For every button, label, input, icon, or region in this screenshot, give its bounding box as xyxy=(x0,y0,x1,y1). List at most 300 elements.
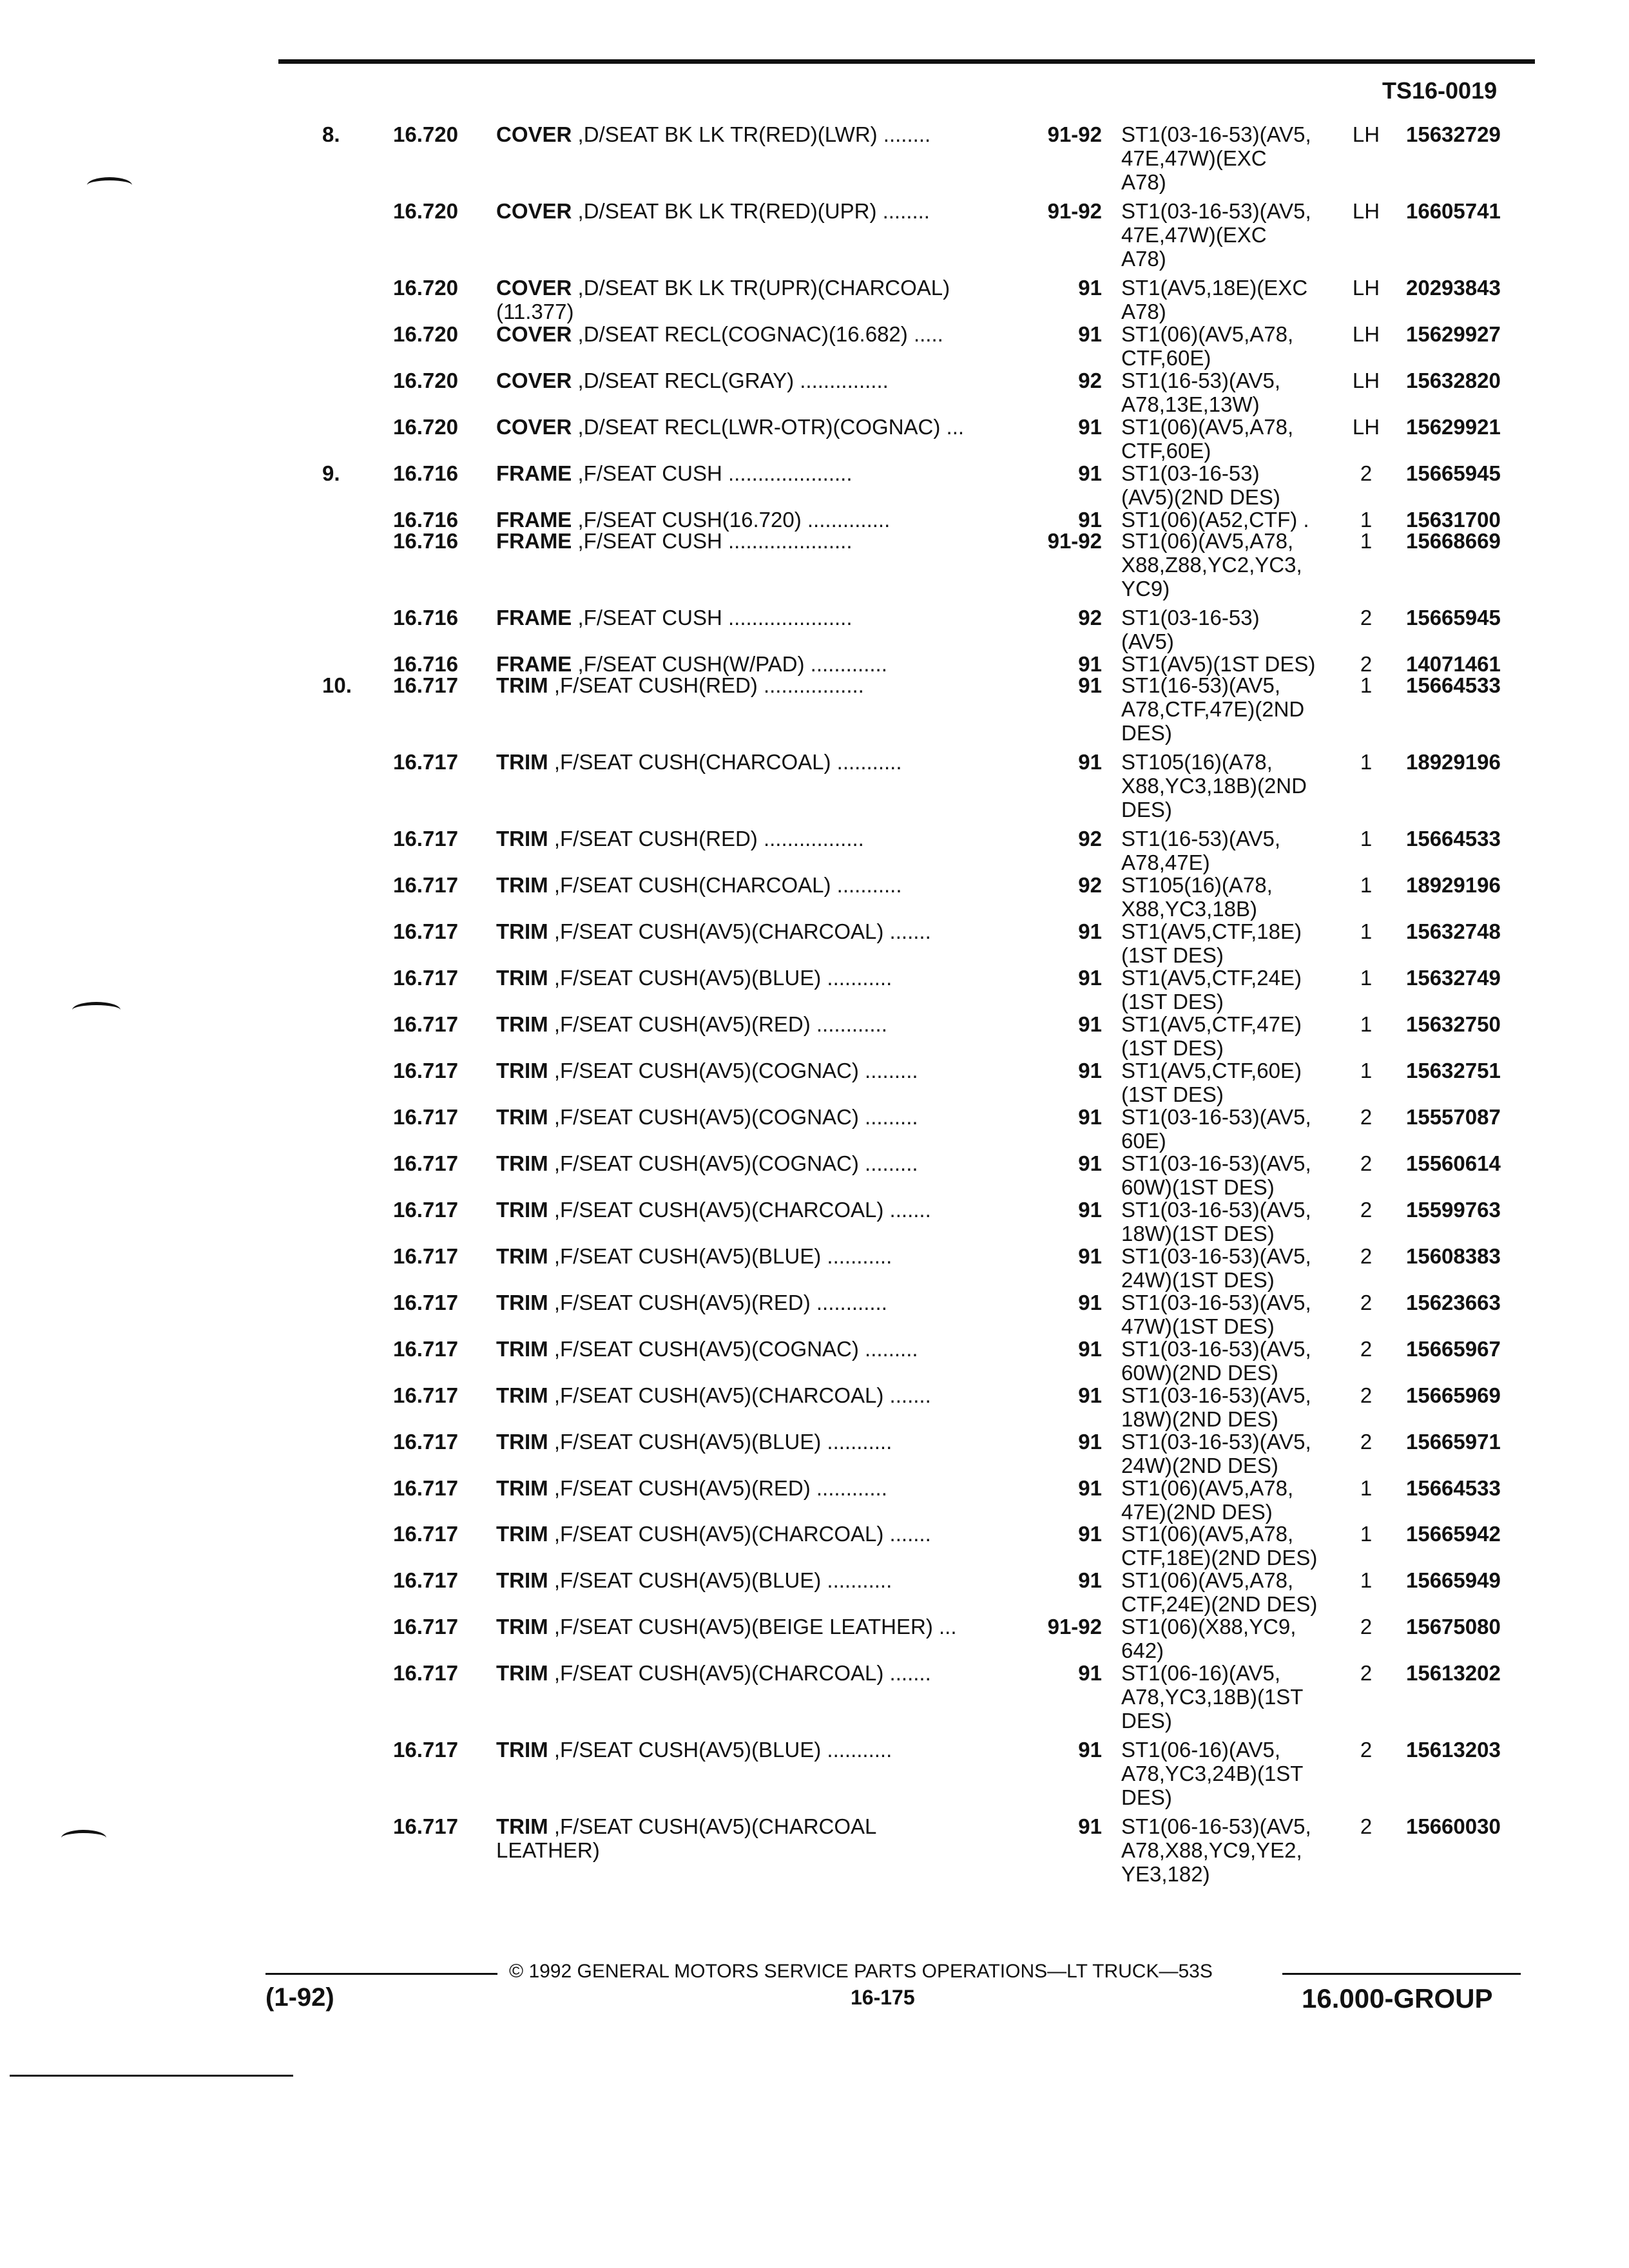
part-noun: TRIM xyxy=(496,1197,548,1222)
part-description xyxy=(496,919,1025,943)
model-year: 91 xyxy=(1078,651,1102,676)
part-number: 15665945 xyxy=(1406,605,1501,629)
part-number: 15665967 xyxy=(1406,1336,1501,1361)
part-number: 15675080 xyxy=(1406,1615,1501,1639)
model-year: 91 xyxy=(1078,1151,1102,1175)
part-noun: TRIM xyxy=(496,1151,548,1175)
model-year: 91 xyxy=(1078,1568,1102,1593)
part-noun: COVER xyxy=(496,198,572,223)
usage-code: ST1(03-16-53)(AV5, 47E,47W)(EXC A78) xyxy=(1121,122,1311,194)
part-row xyxy=(0,1476,1629,1524)
part-row xyxy=(0,1522,1629,1570)
part-description xyxy=(496,1430,1025,1454)
usage-code: ST1(16-53)(AV5, A78,13E,13W) xyxy=(1121,368,1280,416)
part-detail: ,F/SEAT CUSH(AV5)(CHARCOAL) ....... xyxy=(548,1383,931,1407)
model-year: 91 xyxy=(1078,1522,1102,1546)
part-detail: ,D/SEAT RECL(LWR-OTR)(COGNAC) ... xyxy=(572,414,965,439)
usage-code: ST1(AV5,CTF,18E) (1ST DES) xyxy=(1121,919,1302,967)
model-year: 91 xyxy=(1078,1290,1102,1314)
part-detail: ,F/SEAT CUSH(AV5)(CHARCOAL) ....... xyxy=(548,1522,931,1546)
quantity: LH xyxy=(1352,322,1380,346)
part-description xyxy=(496,606,1025,629)
model-year: 91 xyxy=(1078,1429,1102,1454)
part-number: 15557087 xyxy=(1406,1104,1501,1129)
usage-code: ST1(06)(AV5,A78, X88,Z88,YC2,YC3, YC9) xyxy=(1121,528,1302,601)
part-description xyxy=(496,1661,1025,1685)
part-noun: TRIM xyxy=(496,1429,548,1454)
part-noun: TRIM xyxy=(496,1058,548,1082)
quantity: LH xyxy=(1352,122,1380,146)
model-year: 91-92 xyxy=(1047,198,1102,223)
quantity: 1 xyxy=(1360,1058,1373,1082)
footer-rule-right xyxy=(1282,1973,1521,1975)
usage-code: ST1(06-16)(AV5, A78,YC3,24B)(1ST DES) xyxy=(1121,1738,1304,1810)
part-number: 15660030 xyxy=(1406,1814,1501,1839)
part-noun: FRAME xyxy=(496,461,572,485)
part-description xyxy=(496,1059,1025,1082)
part-description xyxy=(496,1105,1025,1129)
quantity: 2 xyxy=(1360,1336,1373,1361)
part-row xyxy=(0,827,1629,874)
quantity: 1 xyxy=(1360,1522,1373,1546)
part-description xyxy=(496,1291,1025,1314)
part-noun: FRAME xyxy=(496,651,572,676)
part-detail: ,F/SEAT CUSH(RED) ................. xyxy=(548,673,864,697)
part-number: 15668669 xyxy=(1406,528,1501,553)
usage-code: ST1(06)(AV5,A78, CTF,24E)(2ND DES) xyxy=(1121,1568,1318,1617)
part-description xyxy=(496,1012,1025,1036)
part-detail: ,F/SEAT CUSH ..................... xyxy=(572,528,853,553)
model-year: 92 xyxy=(1078,826,1102,850)
part-description xyxy=(496,1568,1025,1592)
model-year: 91 xyxy=(1078,507,1102,532)
part-noun: TRIM xyxy=(496,749,548,774)
part-noun: TRIM xyxy=(496,1738,548,1762)
part-noun: TRIM xyxy=(496,826,548,850)
part-row xyxy=(0,873,1629,921)
group-number: 16.717 xyxy=(393,1383,458,1407)
part-description xyxy=(496,529,1025,553)
part-description xyxy=(496,508,1025,532)
part-row xyxy=(0,652,1629,676)
group-number: 16.717 xyxy=(393,1104,458,1129)
part-description xyxy=(496,873,1025,897)
quantity: 1 xyxy=(1360,919,1373,943)
quantity: 2 xyxy=(1360,1738,1373,1762)
quantity: 2 xyxy=(1360,1814,1373,1839)
footer-date: (1-92) xyxy=(265,1983,334,2012)
quantity: 1 xyxy=(1360,749,1373,774)
part-number: 15632750 xyxy=(1406,1012,1501,1036)
part-row xyxy=(0,750,1629,822)
model-year: 91 xyxy=(1078,1197,1102,1222)
group-number: 16.720 xyxy=(393,275,458,300)
usage-code: ST1(03-16-53) (AV5)(2ND DES) xyxy=(1121,461,1280,509)
part-description xyxy=(496,652,1025,676)
usage-code: ST1(03-16-53)(AV5, 60W)(1ST DES) xyxy=(1121,1151,1311,1199)
part-noun: COVER xyxy=(496,322,572,346)
top-rule xyxy=(278,59,1535,64)
part-noun: TRIM xyxy=(496,1336,548,1361)
part-row xyxy=(0,1615,1629,1662)
group-number: 16.717 xyxy=(393,965,458,990)
quantity: 1 xyxy=(1360,872,1373,897)
part-description xyxy=(496,1383,1025,1407)
part-noun: TRIM xyxy=(496,1615,548,1639)
part-description xyxy=(496,750,1025,774)
part-number: 15632751 xyxy=(1406,1058,1501,1082)
usage-code: ST1(06)(AV5,A78, CTF,18E)(2ND DES) xyxy=(1121,1522,1318,1570)
model-year: 92 xyxy=(1078,605,1102,629)
usage-code: ST1(03-16-53) (AV5) xyxy=(1121,605,1260,653)
usage-code: ST1(03-16-53)(AV5, 47E,47W)(EXC A78) xyxy=(1121,198,1311,271)
part-row xyxy=(0,1383,1629,1431)
part-noun: TRIM xyxy=(496,1012,548,1036)
model-year: 92 xyxy=(1078,368,1102,392)
model-year: 92 xyxy=(1078,872,1102,897)
group-number: 16.720 xyxy=(393,322,458,346)
group-number: 16.717 xyxy=(393,1244,458,1268)
group-number: 16.717 xyxy=(393,1336,458,1361)
model-year: 91 xyxy=(1078,1814,1102,1839)
part-number: 15560614 xyxy=(1406,1151,1501,1175)
part-detail: ,F/SEAT CUSH ..................... xyxy=(572,461,853,485)
part-number: 14071461 xyxy=(1406,651,1501,676)
usage-code: ST105(16)(A78, X88,YC3,18B) xyxy=(1121,872,1273,921)
part-description xyxy=(496,1738,1025,1762)
part-detail: ,F/SEAT CUSH(AV5)(RED) ............ xyxy=(548,1475,887,1500)
model-year: 91 xyxy=(1078,1336,1102,1361)
part-number: 15608383 xyxy=(1406,1244,1501,1268)
quantity: 2 xyxy=(1360,461,1373,485)
part-row xyxy=(0,606,1629,653)
quantity: 2 xyxy=(1360,1244,1373,1268)
part-description xyxy=(496,1151,1025,1175)
group-number: 16.717 xyxy=(393,1661,458,1686)
part-number: 15664533 xyxy=(1406,673,1501,697)
part-number: 15613202 xyxy=(1406,1661,1501,1686)
part-number: 15632748 xyxy=(1406,919,1501,943)
part-row xyxy=(0,276,1629,323)
group-number: 16.716 xyxy=(393,507,458,532)
part-number: 15631700 xyxy=(1406,507,1501,532)
part-row xyxy=(0,322,1629,370)
part-detail: ,F/SEAT CUSH(CHARCOAL) ........... xyxy=(548,872,902,897)
part-detail: ,F/SEAT CUSH(AV5)(COGNAC) ......... xyxy=(548,1058,918,1082)
quantity: 2 xyxy=(1360,1197,1373,1222)
group-number: 16.720 xyxy=(393,368,458,392)
group-number: 16.717 xyxy=(393,872,458,897)
part-noun: TRIM xyxy=(496,1814,548,1839)
part-description xyxy=(496,966,1025,990)
usage-code: ST1(16-53)(AV5, A78,47E) xyxy=(1121,826,1280,874)
part-noun: TRIM xyxy=(496,1522,548,1546)
quantity: 1 xyxy=(1360,528,1373,553)
quantity: 1 xyxy=(1360,673,1373,697)
part-noun: COVER xyxy=(496,414,572,439)
usage-code: ST1(03-16-53)(AV5, 18W)(2ND DES) xyxy=(1121,1383,1311,1431)
group-number: 16.717 xyxy=(393,1012,458,1036)
model-year: 91 xyxy=(1078,749,1102,774)
part-description xyxy=(496,1615,1025,1639)
part-detail: ,D/SEAT BK LK TR(RED)(UPR) ........ xyxy=(572,198,930,223)
part-description xyxy=(496,322,1025,346)
model-year: 91-92 xyxy=(1047,122,1102,146)
part-noun: TRIM xyxy=(496,919,548,943)
part-row xyxy=(0,1568,1629,1616)
usage-code: ST1(06)(AV5,A78, CTF,60E) xyxy=(1121,414,1294,463)
quantity: 2 xyxy=(1360,1290,1373,1314)
part-detail: ,D/SEAT BK LK TR(UPR)(CHARCOAL) (11.377) xyxy=(496,275,950,323)
group-number: 16.717 xyxy=(393,673,458,697)
quantity: 2 xyxy=(1360,1429,1373,1454)
group-number: 16.717 xyxy=(393,1738,458,1762)
part-number: 18929196 xyxy=(1406,872,1501,897)
part-number: 15664533 xyxy=(1406,826,1501,850)
part-noun: TRIM xyxy=(496,1244,548,1268)
footer-page-number: 16-175 xyxy=(851,1986,915,2009)
usage-code: ST1(06-16-53)(AV5, A78,X88,YC9,YE2, YE3,182) xyxy=(1121,1814,1311,1887)
usage-code: ST1(06)(AV5,A78, 47E)(2ND DES) xyxy=(1121,1475,1294,1524)
part-row xyxy=(0,1244,1629,1292)
part-number: 18929196 xyxy=(1406,749,1501,774)
part-row xyxy=(0,369,1629,416)
part-detail: ,F/SEAT CUSH(AV5)(COGNAC) ......... xyxy=(548,1151,918,1175)
group-number: 16.717 xyxy=(393,1814,458,1839)
part-detail: ,F/SEAT CUSH(AV5)(CHARCOAL) ....... xyxy=(548,1661,931,1686)
model-year: 91 xyxy=(1078,1012,1102,1036)
part-row xyxy=(0,1012,1629,1060)
model-year: 91-92 xyxy=(1047,1615,1102,1639)
model-year: 91 xyxy=(1078,673,1102,697)
part-noun: FRAME xyxy=(496,528,572,553)
part-noun: COVER xyxy=(496,368,572,392)
usage-code: ST1(03-16-53)(AV5, 18W)(1ST DES) xyxy=(1121,1197,1311,1245)
part-detail: ,F/SEAT CUSH(16.720) .............. xyxy=(572,507,891,532)
model-year: 91 xyxy=(1078,414,1102,439)
part-description xyxy=(496,369,1025,392)
model-year: 91 xyxy=(1078,1475,1102,1500)
part-number: 15599763 xyxy=(1406,1197,1501,1222)
part-row xyxy=(0,415,1629,463)
part-detail: ,F/SEAT CUSH(AV5)(CHARCOAL) ....... xyxy=(548,919,931,943)
group-number: 16.716 xyxy=(393,605,458,629)
usage-code: ST1(AV5,CTF,60E) (1ST DES) xyxy=(1121,1058,1302,1106)
usage-code: ST1(AV5)(1ST DES) xyxy=(1121,651,1316,676)
model-year: 91 xyxy=(1078,965,1102,990)
part-row xyxy=(0,673,1629,745)
part-noun: COVER xyxy=(496,122,572,146)
quantity: LH xyxy=(1352,414,1380,439)
usage-code: ST1(06)(A52,CTF) . xyxy=(1121,507,1309,532)
usage-code: ST1(16-53)(AV5, A78,CTF,47E)(2ND DES) xyxy=(1121,673,1305,745)
part-number: 15632820 xyxy=(1406,368,1501,392)
group-number: 16.717 xyxy=(393,1429,458,1454)
group-number: 16.720 xyxy=(393,122,458,146)
group-number: 16.716 xyxy=(393,651,458,676)
part-detail: ,F/SEAT CUSH(AV5)(COGNAC) ......... xyxy=(548,1104,918,1129)
part-row xyxy=(0,1059,1629,1106)
model-year: 91 xyxy=(1078,275,1102,300)
model-year: 91 xyxy=(1078,1738,1102,1762)
model-year: 91 xyxy=(1078,1661,1102,1686)
part-row xyxy=(0,122,1629,194)
part-number: 15665945 xyxy=(1406,461,1501,485)
footer-copyright: © 1992 GENERAL MOTORS SERVICE PARTS OPERATIONS—LT TRUCK—53S xyxy=(509,1961,1213,1982)
part-row xyxy=(0,1151,1629,1199)
part-detail: ,F/SEAT CUSH(AV5)(BLUE) ........... xyxy=(548,1244,892,1268)
quantity: LH xyxy=(1352,198,1380,223)
part-noun: TRIM xyxy=(496,965,548,990)
quantity: 2 xyxy=(1360,651,1373,676)
part-detail: ,F/SEAT CUSH ..................... xyxy=(572,605,853,629)
model-year: 91 xyxy=(1078,461,1102,485)
part-number: 16605741 xyxy=(1406,198,1501,223)
usage-code: ST1(AV5,18E)(EXC A78) xyxy=(1121,275,1308,323)
part-noun: TRIM xyxy=(496,1104,548,1129)
part-number: 20293843 xyxy=(1406,275,1501,300)
group-number: 16.717 xyxy=(393,1615,458,1639)
part-number: 15665949 xyxy=(1406,1568,1501,1593)
footer-group: 16.000-GROUP xyxy=(1302,1983,1493,2013)
part-row xyxy=(0,1337,1629,1385)
part-noun: COVER xyxy=(496,275,572,300)
group-number: 16.720 xyxy=(393,414,458,439)
document-id: TS16-0019 xyxy=(1382,77,1498,104)
quantity: 2 xyxy=(1360,1383,1373,1407)
quantity: 2 xyxy=(1360,1151,1373,1175)
part-number: 15665942 xyxy=(1406,1522,1501,1546)
quantity: 1 xyxy=(1360,1475,1373,1500)
usage-code: ST1(03-16-53)(AV5, 47W)(1ST DES) xyxy=(1121,1290,1311,1338)
part-noun: TRIM xyxy=(496,1383,548,1407)
part-row xyxy=(0,1661,1629,1733)
part-description xyxy=(496,673,1025,697)
scan-edge-line xyxy=(10,2075,293,2077)
part-detail: ,F/SEAT CUSH(CHARCOAL) ........... xyxy=(548,749,902,774)
part-detail: ,F/SEAT CUSH(AV5)(CHARCOAL) ....... xyxy=(548,1197,931,1222)
part-description xyxy=(496,415,1025,439)
model-year: 91 xyxy=(1078,1104,1102,1129)
usage-code: ST105(16)(A78, X88,YC3,18B)(2ND DES) xyxy=(1121,749,1307,822)
quantity: LH xyxy=(1352,368,1380,392)
usage-code: ST1(06)(X88,YC9, 642) xyxy=(1121,1615,1296,1663)
quantity: 1 xyxy=(1360,507,1373,532)
part-number: 15665971 xyxy=(1406,1429,1501,1454)
part-noun: TRIM xyxy=(496,673,548,697)
part-row xyxy=(0,1198,1629,1245)
group-number: 16.717 xyxy=(393,1151,458,1175)
part-number: 15632729 xyxy=(1406,122,1501,146)
part-detail: ,F/SEAT CUSH(AV5)(BLUE) ........... xyxy=(548,1738,892,1762)
model-year: 91 xyxy=(1078,322,1102,346)
part-row xyxy=(0,1291,1629,1338)
quantity: 2 xyxy=(1360,605,1373,629)
ref-number: 10. xyxy=(322,673,352,697)
part-detail: ,F/SEAT CUSH(AV5)(CHARCOAL LEATHER) xyxy=(496,1814,877,1863)
part-number: 15665969 xyxy=(1406,1383,1501,1407)
part-number: 15623663 xyxy=(1406,1290,1501,1314)
part-detail: ,F/SEAT CUSH(AV5)(BLUE) ........... xyxy=(548,965,892,990)
quantity: 1 xyxy=(1360,1568,1373,1593)
group-number: 16.716 xyxy=(393,461,458,485)
part-description xyxy=(496,1522,1025,1546)
usage-code: ST1(AV5,CTF,47E) (1ST DES) xyxy=(1121,1012,1302,1060)
part-description xyxy=(496,276,1025,323)
part-detail: ,F/SEAT CUSH(AV5)(RED) ............ xyxy=(548,1290,887,1314)
group-number: 16.717 xyxy=(393,1058,458,1082)
part-row xyxy=(0,919,1629,967)
quantity: 2 xyxy=(1360,1104,1373,1129)
ref-number: 9. xyxy=(322,461,340,485)
part-description xyxy=(496,1244,1025,1268)
part-row xyxy=(0,966,1629,1014)
part-noun: TRIM xyxy=(496,1568,548,1593)
part-detail: ,F/SEAT CUSH(AV5)(COGNAC) ......... xyxy=(548,1336,918,1361)
usage-code: ST1(03-16-53)(AV5, 60E) xyxy=(1121,1104,1311,1153)
part-row xyxy=(0,529,1629,601)
part-description xyxy=(496,1476,1025,1500)
quantity: 2 xyxy=(1360,1615,1373,1639)
part-row xyxy=(0,1814,1629,1886)
quantity: 1 xyxy=(1360,965,1373,990)
parts-list xyxy=(0,122,1629,1891)
part-noun: FRAME xyxy=(496,605,572,629)
part-row xyxy=(0,1738,1629,1809)
usage-code: ST1(03-16-53)(AV5, 60W)(2ND DES) xyxy=(1121,1336,1311,1385)
usage-code: ST1(AV5,CTF,24E) (1ST DES) xyxy=(1121,965,1302,1014)
usage-code: ST1(03-16-53)(AV5, 24W)(2ND DES) xyxy=(1121,1429,1311,1477)
part-row xyxy=(0,1105,1629,1153)
quantity: LH xyxy=(1352,275,1380,300)
part-detail: ,F/SEAT CUSH(AV5)(RED) ............ xyxy=(548,1012,887,1036)
part-noun: TRIM xyxy=(496,1661,548,1686)
part-description xyxy=(496,461,1025,485)
model-year: 91 xyxy=(1078,1058,1102,1082)
part-description xyxy=(496,827,1025,850)
quantity: 1 xyxy=(1360,826,1373,850)
part-number: 15632749 xyxy=(1406,965,1501,990)
quantity: 1 xyxy=(1360,1012,1373,1036)
part-detail: ,F/SEAT CUSH(W/PAD) ............. xyxy=(572,651,887,676)
group-number: 16.717 xyxy=(393,1568,458,1593)
model-year: 91 xyxy=(1078,1383,1102,1407)
part-noun: TRIM xyxy=(496,1290,548,1314)
part-row xyxy=(0,508,1629,532)
group-number: 16.716 xyxy=(393,528,458,553)
part-row xyxy=(0,199,1629,271)
quantity: 2 xyxy=(1360,1661,1373,1686)
part-description xyxy=(496,1814,1025,1862)
part-description xyxy=(496,199,1025,223)
part-description xyxy=(496,1198,1025,1222)
part-number: 15629927 xyxy=(1406,322,1501,346)
group-number: 16.717 xyxy=(393,1197,458,1222)
part-detail: ,F/SEAT CUSH(AV5)(BLUE) ........... xyxy=(548,1568,892,1593)
ref-number: 8. xyxy=(322,122,340,146)
group-number: 16.717 xyxy=(393,1475,458,1500)
usage-code: ST1(03-16-53)(AV5, 24W)(1ST DES) xyxy=(1121,1244,1311,1292)
part-detail: ,D/SEAT RECL(COGNAC)(16.682) ..... xyxy=(572,322,943,346)
part-number: 15613203 xyxy=(1406,1738,1501,1762)
usage-code: ST1(06-16)(AV5, A78,YC3,18B)(1ST DES) xyxy=(1121,1661,1304,1733)
model-year: 91 xyxy=(1078,1244,1102,1268)
part-description xyxy=(496,122,1025,146)
group-number: 16.717 xyxy=(393,749,458,774)
model-year: 91-92 xyxy=(1047,528,1102,553)
group-number: 16.717 xyxy=(393,1522,458,1546)
model-year: 91 xyxy=(1078,919,1102,943)
